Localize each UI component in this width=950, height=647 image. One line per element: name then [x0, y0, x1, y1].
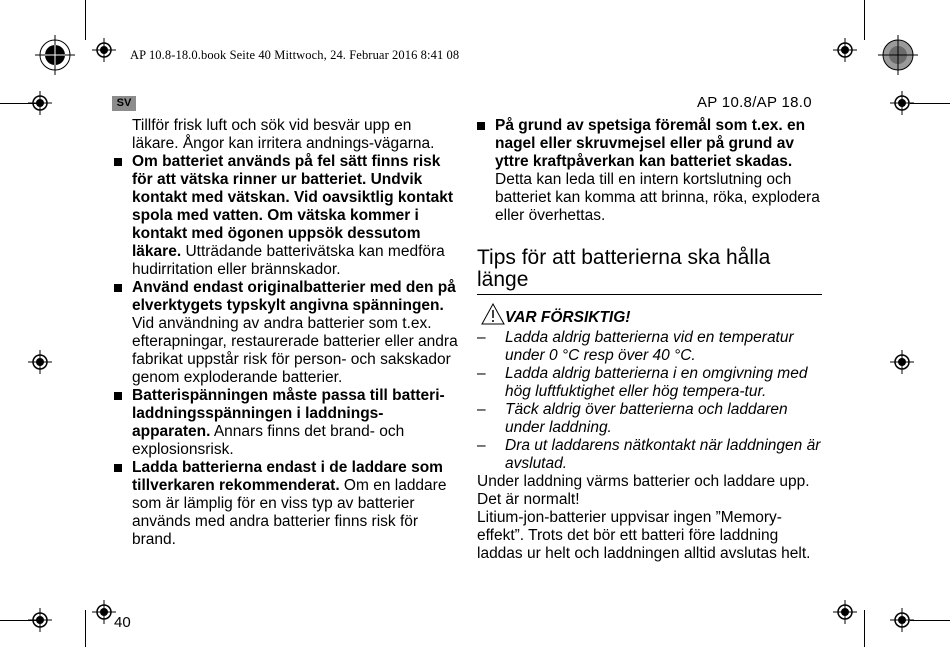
safety-bullet	[114, 153, 459, 279]
book-header-line: AP 10.8-18.0.book Seite 40 Mittwoch, 24. Februar 2016 8:41 08	[130, 48, 460, 62]
registration-target-icon	[890, 350, 914, 374]
dash-symbol: –	[477, 329, 486, 346]
section-heading: Tips för att batterierna ska hålla länge	[477, 247, 822, 295]
registration-target-icon	[890, 608, 914, 632]
registration-target-icon	[35, 35, 75, 75]
caution-label: VAR FÖRSIKTIG!	[505, 309, 631, 326]
bullet-square-icon	[477, 122, 485, 130]
bullet-bold-text: Om batteriet används på fel sätt finns risk för att vätska rinner ur batteriet. Undvik kontakt med vätskan. Vid oavsiktlig kontakt spola med vatten. Om vätska kommer i kontakt med ögonen uppsök dessutom läkare.	[132, 153, 454, 260]
safety-bullet	[114, 387, 459, 459]
intro-paragraph: Tillför frisk luft och sök vid besvär upp en läkare. Ångor kan irritera andnings-vägarna.	[132, 117, 435, 152]
caution-item-text: Ladda aldrig batterierna i en omgivning med hög luftfuktighet eller hög tempera-tur.	[505, 365, 808, 400]
bullet-square-icon	[114, 464, 122, 472]
warning-triangle-icon	[481, 303, 505, 325]
caution-item	[477, 365, 822, 401]
safety-bullet	[477, 117, 822, 225]
model-label: AP 10.8/AP 18.0	[697, 94, 812, 111]
bullet-square-icon	[114, 158, 122, 166]
page-number: 40	[114, 614, 131, 631]
bullet-bold-text: Använd endast originalbatterier med den på elverktygets typskylt angivna spänningen.	[132, 279, 456, 314]
bullet-text: Detta kan leda till en intern kortslutning och batteriet kan komma att brinna, röka, explodera eller överhettas.	[495, 171, 820, 224]
right-column	[477, 117, 822, 563]
dash-symbol: –	[477, 437, 486, 454]
bullet-text: Om en laddare som är lämplig för en viss typ av batterier används med andra batterier finns risk för brand.	[132, 477, 447, 548]
safety-bullet	[114, 279, 459, 387]
body-paragraph: Litium-jon-batterier uppvisar ingen ”Memory-effekt”. Trots det bör ett batteri före laddning laddas ur helt och laddningen alltid avslutas helt.	[477, 509, 811, 562]
caution-item	[477, 401, 822, 437]
bullet-bold-text: Ladda batterierna endast i de laddare som tillverkaren rekommenderat.	[132, 459, 443, 494]
registration-target-icon	[92, 38, 116, 62]
registration-target-icon	[28, 91, 52, 115]
safety-bullet	[114, 459, 459, 549]
crop-mark-line	[85, 610, 86, 647]
bullet-bold-text: På grund av spetsiga föremål som t.ex. en nagel eller skruvmejsel eller på grund av yttre kraftpåverkan kan batteriet skadas.	[495, 117, 806, 170]
caution-notice	[477, 309, 822, 327]
registration-target-icon	[878, 35, 918, 75]
body-paragraph: Under laddning värms batterier och laddare upp. Det är normalt!	[477, 473, 810, 508]
crop-mark-line	[910, 103, 950, 104]
registration-target-icon	[92, 600, 116, 624]
bullet-text: Vid användning av andra batterier som t.ex. efterapningar, restaurerade batterier eller andra fabrikat uppstår risk för person- och sakskador genom exploderande batterier.	[132, 315, 458, 386]
caution-item	[477, 329, 822, 365]
caution-item-text: Ladda aldrig batterierna vid en temperatur under 0 °C resp över 40 °C.	[505, 329, 794, 364]
language-badge: SV	[112, 96, 136, 111]
registration-target-icon	[890, 91, 914, 115]
registration-target-icon	[28, 350, 52, 374]
crop-mark-line	[864, 610, 865, 647]
registration-target-icon	[833, 38, 857, 62]
bullet-square-icon	[114, 392, 122, 400]
crop-mark-line	[864, 0, 865, 40]
dash-symbol: –	[477, 401, 486, 418]
registration-target-icon	[28, 608, 52, 632]
bullet-bold-text: Batterispänningen måste passa till batteri-laddningsspänningen i laddnings-apparaten.	[132, 387, 445, 440]
bullet-text: Utträdande batterivätska kan medföra hudirritation eller brännskador.	[132, 243, 445, 278]
caution-item-text: Täck aldrig över batterierna och laddaren under laddning.	[505, 401, 788, 436]
caution-item-text: Dra ut laddarens nätkontakt när laddningen är avslutad.	[505, 437, 821, 472]
crop-mark-line	[85, 0, 86, 40]
left-column	[114, 117, 459, 549]
bullet-square-icon	[114, 284, 122, 292]
bullet-text: Annars finns det brand- och explosionsrisk.	[132, 423, 405, 458]
crop-mark-line	[910, 620, 950, 621]
dash-symbol: –	[477, 365, 486, 382]
registration-target-icon	[833, 600, 857, 624]
caution-item	[477, 437, 822, 473]
